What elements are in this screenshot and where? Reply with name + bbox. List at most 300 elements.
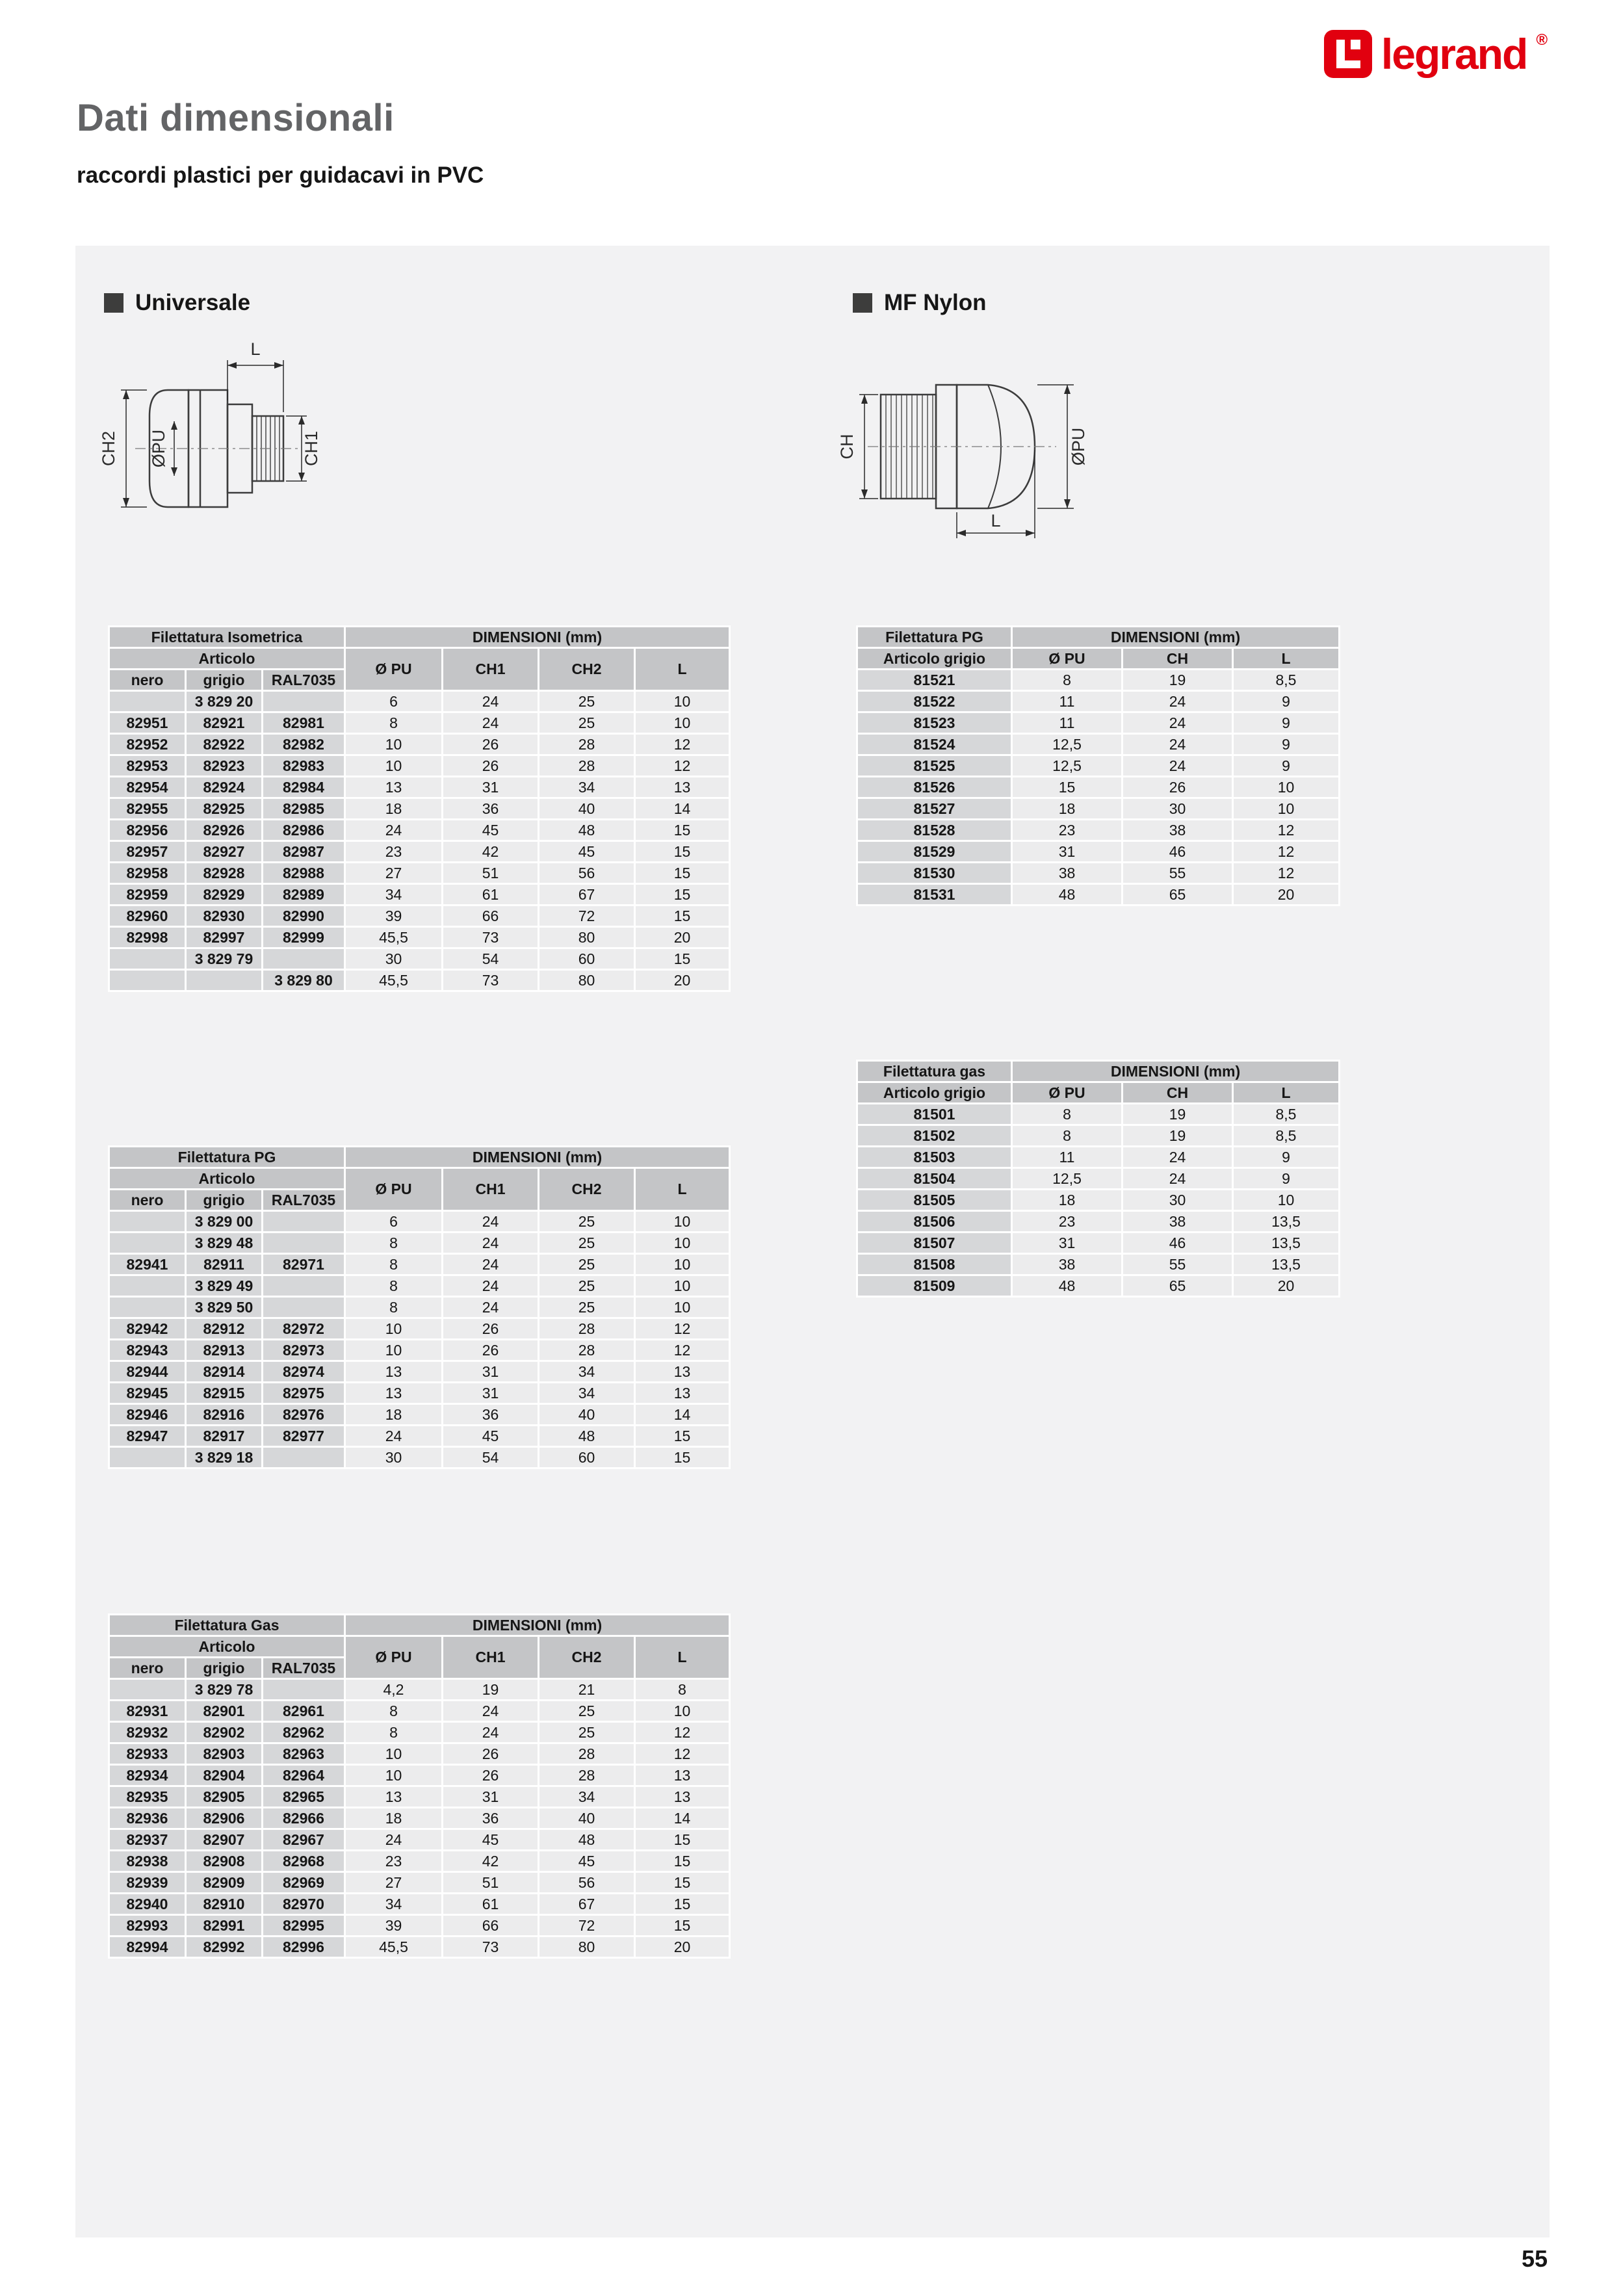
table-row [109,1361,730,1383]
dim-cell: 72 [539,906,635,927]
dim-cell: 18 [1012,798,1123,820]
article-cell: 81523 [857,712,1012,734]
article-cell: 82903 [186,1743,263,1765]
table-row [109,691,730,712]
article-cell: 82952 [109,734,186,755]
dimensions-header: DIMENSIONI (mm) [1012,627,1340,648]
dim-cell: 15 [635,841,730,863]
article-cell: 82916 [186,1404,263,1426]
article-cell: 82905 [186,1786,263,1808]
dim-cell: 10 [635,1233,730,1254]
article-cell: 82922 [186,734,263,755]
table-row [109,712,730,734]
dim-cell: 15 [1012,777,1123,798]
article-cell: 81531 [857,884,1012,906]
article-column-header: nero [109,670,186,691]
table-row [109,1701,730,1722]
dim-cell: 12 [635,1318,730,1340]
dim-cell: 13 [635,1765,730,1786]
table-row [857,820,1340,841]
dim-cell: 30 [345,1447,443,1468]
dim-cell: 80 [539,927,635,948]
dim-cell: 34 [345,1894,443,1915]
article-cell: 81525 [857,755,1012,777]
article-cell [263,1447,345,1468]
dim-cell: 55 [1123,863,1233,884]
dim-cell: 28 [539,734,635,755]
article-cell: 82908 [186,1851,263,1872]
dimensions-header: DIMENSIONI (mm) [345,1615,730,1636]
article-cell: 82986 [263,820,345,841]
legrand-wordmark: legrand [1381,30,1527,78]
dim-cell: 72 [539,1915,635,1937]
dim-cell: 80 [539,970,635,991]
dim-column-header: Ø PU [1012,648,1123,670]
dim-cell: 12 [635,1340,730,1361]
dim-cell: 67 [539,1894,635,1915]
dim-cell: 26 [443,734,539,755]
dim-cell: 25 [539,1275,635,1297]
article-cell: 82914 [186,1361,263,1383]
article-cell: 82901 [186,1701,263,1722]
dim-column-header: CH2 [539,1168,635,1211]
dimensions-header: DIMENSIONI (mm) [1012,1061,1340,1082]
dim-cell: 12 [635,755,730,777]
article-cell [109,970,186,991]
dim-cell: 61 [443,884,539,906]
article-cell: 82933 [109,1743,186,1765]
article-cell: 82931 [109,1701,186,1722]
article-cell: 82937 [109,1829,186,1851]
article-cell: 82982 [263,734,345,755]
dim-cell: 15 [635,1872,730,1894]
article-cell: 81530 [857,863,1012,884]
article-cell: 3 829 20 [186,691,263,712]
table-header-row [109,1615,730,1636]
dim-cell: 19 [1123,1125,1233,1147]
dim-cell: 54 [443,1447,539,1468]
dim-cell: 8 [1012,670,1123,691]
dim-cell: 8 [345,712,443,734]
dim-cell: 24 [1123,1168,1233,1190]
dim-cell: 45 [443,1829,539,1851]
table-row [109,841,730,863]
dim-cell: 24 [443,1254,539,1275]
page-number: 55 [1521,2245,1548,2272]
article-cell [109,1211,186,1233]
article-cell: 82966 [263,1808,345,1829]
article-cell [186,970,263,991]
dim-column-header: CH [1123,1082,1233,1104]
table-row [109,1426,730,1447]
dim-cell: 13 [345,1383,443,1404]
dim-cell: 31 [1012,841,1123,863]
table-header-row [109,627,730,648]
article-cell: 82969 [263,1872,345,1894]
dim-cell: 25 [539,1297,635,1318]
article-cell: 82924 [186,777,263,798]
dim-cell: 6 [345,1211,443,1233]
table-filettatura-isometrica [108,625,731,992]
table-row [109,1786,730,1808]
dim-cell: 42 [443,1851,539,1872]
dim-label-opu: ØPU [149,429,168,468]
table-row [857,712,1340,734]
dim-cell: 9 [1233,691,1340,712]
dim-cell: 26 [1123,777,1233,798]
article-cell: 82977 [263,1426,345,1447]
article-cell: 82945 [109,1383,186,1404]
article-cell: 81504 [857,1168,1012,1190]
dim-cell: 6 [345,691,443,712]
dim-cell: 65 [1123,884,1233,906]
dim-cell: 9 [1233,712,1340,734]
dim-cell: 8,5 [1233,1104,1340,1125]
article-cell: 82947 [109,1426,186,1447]
table-row [857,1125,1340,1147]
article-cell: 82932 [109,1722,186,1743]
dim-cell: 19 [1123,1104,1233,1125]
article-cell: 82911 [186,1254,263,1275]
dim-cell: 30 [1123,798,1233,820]
table-title: Filettatura PG [857,627,1012,648]
table-row [109,734,730,755]
dim-column-header: L [635,1636,730,1679]
article-cell: 81501 [857,1104,1012,1125]
dim-cell: 10 [635,1701,730,1722]
dimension-table [856,625,1340,906]
table-row [857,1233,1340,1254]
article-cell [263,1275,345,1297]
dim-cell: 27 [345,863,443,884]
article-cell: 82902 [186,1722,263,1743]
article-cell: 82956 [109,820,186,841]
table-row [109,1872,730,1894]
article-cell: 82946 [109,1404,186,1426]
dim-cell: 40 [539,1404,635,1426]
dim-column-header: CH1 [443,1636,539,1679]
dim-cell: 10 [635,712,730,734]
dimension-table [856,1060,1340,1298]
dim-cell: 15 [635,884,730,906]
dim-column-header: CH2 [539,1636,635,1679]
dim-cell: 25 [539,691,635,712]
table-row [109,863,730,884]
table-row [857,1190,1340,1211]
article-cell: 82938 [109,1851,186,1872]
table-row [109,755,730,777]
table-row [109,1915,730,1937]
article-cell: 81509 [857,1275,1012,1297]
dim-cell: 13,5 [1233,1233,1340,1254]
dim-cell: 23 [1012,820,1123,841]
dim-cell: 9 [1233,1147,1340,1168]
dim-cell: 51 [443,1872,539,1894]
dim-cell: 24 [443,1233,539,1254]
article-cell: 82936 [109,1808,186,1829]
article-cell: 82907 [186,1829,263,1851]
dim-cell: 10 [345,1318,443,1340]
dim-label-l: L [991,511,1001,530]
dim-cell: 10 [635,691,730,712]
dim-cell: 60 [539,1447,635,1468]
article-cell: 81508 [857,1254,1012,1275]
dim-cell: 14 [635,1808,730,1829]
dim-cell: 25 [539,1254,635,1275]
articolo-group-header: Articolo [109,1168,345,1190]
universale-technical-drawing [91,325,429,546]
dim-cell: 8 [1012,1125,1123,1147]
dim-cell: 18 [345,1404,443,1426]
dim-cell: 36 [443,1808,539,1829]
article-cell: 82942 [109,1318,186,1340]
dim-cell: 18 [1012,1190,1123,1211]
article-cell: 82941 [109,1254,186,1275]
dim-cell: 10 [635,1297,730,1318]
table-row [109,927,730,948]
dim-cell: 15 [635,1829,730,1851]
table-row [109,777,730,798]
dim-cell: 73 [443,970,539,991]
dim-cell: 10 [345,1743,443,1765]
dim-cell: 25 [539,1233,635,1254]
dim-cell: 13,5 [1233,1254,1340,1275]
dim-cell: 13 [345,1786,443,1808]
table-row [109,820,730,841]
dim-cell: 15 [635,863,730,884]
dim-cell: 46 [1123,841,1233,863]
dim-cell: 10 [345,755,443,777]
table-header-row [109,1147,730,1168]
dim-cell: 28 [539,1765,635,1786]
dim-cell: 11 [1012,712,1123,734]
table-row [109,906,730,927]
article-cell: 82985 [263,798,345,820]
article-cell: 3 829 00 [186,1211,263,1233]
article-cell: 3 829 78 [186,1679,263,1701]
dim-cell: 14 [635,1404,730,1426]
article-cell [263,948,345,970]
dim-cell: 24 [1123,691,1233,712]
table-header-row [857,1082,1340,1104]
article-cell: 82970 [263,1894,345,1915]
dim-cell: 23 [345,1851,443,1872]
article-cell: 82995 [263,1915,345,1937]
dim-cell: 54 [443,948,539,970]
dim-column-header: Ø PU [1012,1082,1123,1104]
dim-cell: 11 [1012,691,1123,712]
table-header-row [857,627,1340,648]
dim-cell: 4,2 [345,1679,443,1701]
table-row [857,798,1340,820]
table-row [857,755,1340,777]
dim-cell: 51 [443,863,539,884]
table-row [109,798,730,820]
dim-cell: 13 [635,777,730,798]
dim-cell: 38 [1012,863,1123,884]
dim-column-header: L [635,1168,730,1211]
article-cell: 3 829 48 [186,1233,263,1254]
dim-column-header: CH2 [539,648,635,691]
article-cell: 81502 [857,1125,1012,1147]
dim-cell: 10 [1233,777,1340,798]
dim-cell: 10 [345,1765,443,1786]
dim-cell: 55 [1123,1254,1233,1275]
table-row [857,1168,1340,1190]
article-cell: 82940 [109,1894,186,1915]
dim-cell: 8 [1012,1104,1123,1125]
dimension-table [108,625,731,992]
dim-column-header: CH1 [443,1168,539,1211]
article-cell: 81526 [857,777,1012,798]
dim-cell: 8 [345,1701,443,1722]
dim-cell: 34 [345,884,443,906]
dim-cell: 73 [443,1937,539,1958]
dim-cell: 15 [635,1426,730,1447]
dim-cell: 30 [1123,1190,1233,1211]
dim-cell: 46 [1123,1233,1233,1254]
page-title: Dati dimensionali [77,97,395,139]
dim-cell: 20 [635,1937,730,1958]
article-cell: 82964 [263,1765,345,1786]
dim-cell: 15 [635,948,730,970]
table-header-row [109,1636,730,1658]
article-cell: 3 829 18 [186,1447,263,1468]
article-cell: 82935 [109,1786,186,1808]
table-title: Filettatura gas [857,1061,1012,1082]
article-cell: 82961 [263,1701,345,1722]
dim-cell: 28 [539,1743,635,1765]
table-row [857,1104,1340,1125]
article-cell [109,1447,186,1468]
dim-cell: 60 [539,948,635,970]
table-row [857,884,1340,906]
dimension-table [108,1145,731,1469]
dim-cell: 25 [539,1722,635,1743]
article-cell: 82910 [186,1894,263,1915]
dim-cell: 15 [635,906,730,927]
dim-column-header: Ø PU [345,1636,443,1679]
dim-cell: 12 [635,734,730,755]
dim-cell: 15 [635,1894,730,1915]
article-cell: 82991 [186,1915,263,1937]
table-row [857,1147,1340,1168]
article-cell: 82983 [263,755,345,777]
article-column-header: grigio [186,670,263,691]
table-row [109,1829,730,1851]
table-row [857,863,1340,884]
dim-cell: 61 [443,1894,539,1915]
dim-cell: 34 [539,1786,635,1808]
article-cell: 82921 [186,712,263,734]
dim-cell: 38 [1123,820,1233,841]
dim-column-header: L [635,648,730,691]
dim-cell: 10 [635,1211,730,1233]
table-row [109,1254,730,1275]
dim-cell: 13 [345,777,443,798]
article-cell [109,1275,186,1297]
article-cell: 82909 [186,1872,263,1894]
article-cell: 82981 [263,712,345,734]
dim-cell: 26 [443,1318,539,1340]
dim-cell: 12 [1233,841,1340,863]
dim-cell: 12 [635,1743,730,1765]
table-title: Filettatura Isometrica [109,627,345,648]
dim-cell: 9 [1233,734,1340,755]
table-filettatura-pg [108,1145,731,1469]
dim-cell: 11 [1012,1147,1123,1168]
dim-cell: 12 [635,1722,730,1743]
dim-cell: 24 [345,820,443,841]
dim-cell: 40 [539,1808,635,1829]
dim-cell: 45,5 [345,927,443,948]
table-row [109,1318,730,1340]
dim-cell: 65 [1123,1275,1233,1297]
article-cell: 82957 [109,841,186,863]
dim-cell: 24 [443,1297,539,1318]
dim-cell: 18 [345,1808,443,1829]
dim-cell: 31 [443,1361,539,1383]
table-title: Filettatura PG [109,1147,345,1168]
article-cell: 82928 [186,863,263,884]
table-row [857,1211,1340,1233]
dim-cell: 8 [345,1722,443,1743]
article-cell [109,691,186,712]
section-universale [104,290,250,316]
dim-cell: 31 [1012,1233,1123,1254]
article-cell: 82944 [109,1361,186,1383]
article-cell: 82926 [186,820,263,841]
dim-cell: 28 [539,1340,635,1361]
dim-label-l: L [250,339,261,359]
dim-cell: 30 [345,948,443,970]
dim-cell: 48 [539,820,635,841]
dim-cell: 48 [1012,884,1123,906]
article-cell: 82988 [263,863,345,884]
dim-cell: 25 [539,712,635,734]
article-cell: 82971 [263,1254,345,1275]
dim-cell: 36 [443,798,539,820]
dim-cell: 21 [539,1679,635,1701]
dim-label-ch1: CH1 [302,430,321,467]
article-cell: 82992 [186,1937,263,1958]
dim-cell: 24 [1123,712,1233,734]
article-cell [263,1679,345,1701]
article-cell: 3 829 49 [186,1275,263,1297]
article-column-header: RAL7035 [263,1190,345,1211]
dim-cell: 15 [635,820,730,841]
dim-cell: 20 [635,970,730,991]
article-column-header: RAL7035 [263,670,345,691]
table-row [109,1679,730,1701]
registered-mark: ® [1536,31,1548,49]
dim-cell: 14 [635,798,730,820]
table-row [109,1765,730,1786]
article-cell [109,1297,186,1318]
dim-cell: 13 [635,1361,730,1383]
dim-cell: 10 [1233,1190,1340,1211]
dim-cell: 26 [443,1743,539,1765]
article-cell [109,1679,186,1701]
article-cell: 82993 [109,1915,186,1937]
legrand-logo [1324,30,1548,78]
article-cell: 82951 [109,712,186,734]
table-row [109,1404,730,1426]
article-cell: 81521 [857,670,1012,691]
article-cell: 82994 [109,1937,186,1958]
article-column-header: Articolo grigio [857,648,1012,670]
article-column-header: nero [109,1190,186,1211]
